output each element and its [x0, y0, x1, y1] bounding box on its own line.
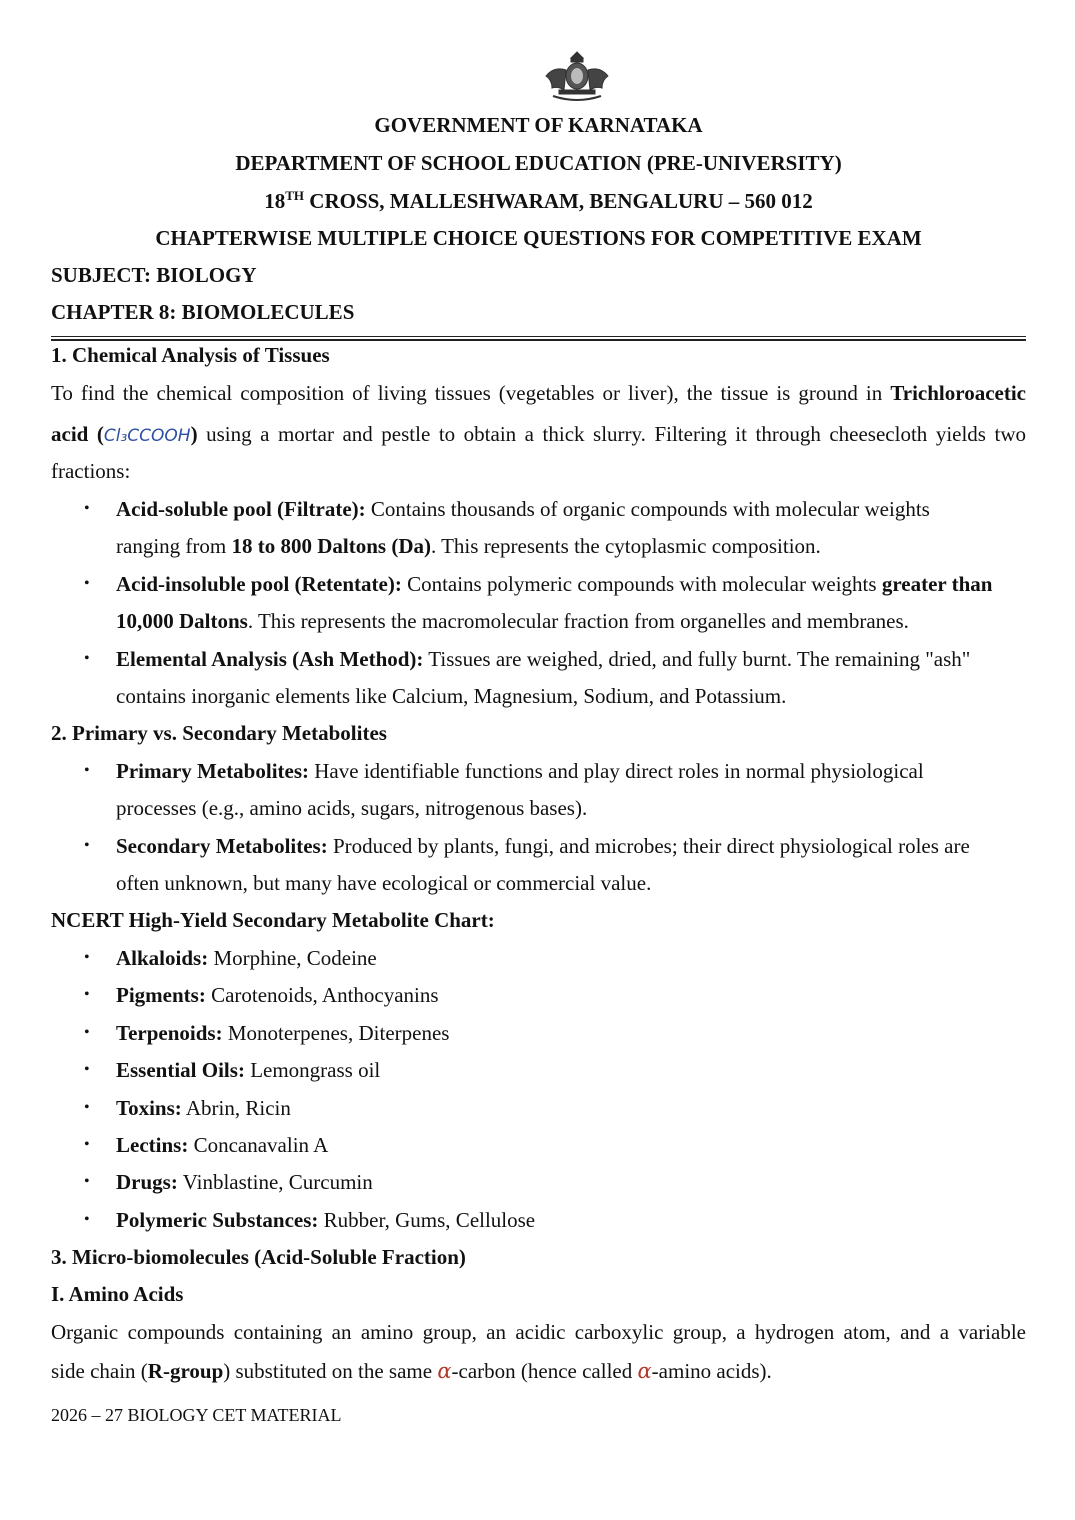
list-item-terpenoids: Terpenoids: Monoterpenes, Diterpenes: [116, 1021, 450, 1045]
bullet-icon: •: [84, 1211, 90, 1228]
list-item-pigments: Pigments: Carotenoids, Anthocyanins: [116, 983, 439, 1007]
bullet-icon: •: [84, 1061, 90, 1078]
section-1-heading: 1. Chemical Analysis of Tissues: [51, 343, 330, 367]
list-item-primary-metabolites: Primary Metabolites: Have identifiable functions and play direct roles in normal physiological: [116, 759, 924, 783]
subject-label: SUBJECT: BIOLOGY: [51, 263, 257, 287]
formula-tca: Cl₃CCOOH: [103, 426, 191, 446]
amino-acids-paragraph-line-2: side chain (R-group) substituted on the same α-carbon (hence called α-amino acids).: [51, 1359, 772, 1383]
alpha-symbol: α: [437, 1359, 452, 1383]
header-government: GOVERNMENT OF KARNATAKA: [374, 113, 703, 137]
list-item-polymeric-substances: Polymeric Substances: Rubber, Gums, Cellulose: [116, 1208, 536, 1232]
bullet-icon: •: [84, 986, 90, 1003]
list-item-secondary-metabolites: Secondary Metabolites: Produced by plants, fungi, and microbes; their direct physiological roles are: [116, 834, 970, 858]
list-item-alkaloids: Alkaloids: Morphine, Codeine: [116, 946, 377, 970]
chapter-label: CHAPTER 8: BIOMOLECULES: [51, 300, 355, 324]
list-item-lectins: Lectins: Concanavalin A: [116, 1133, 329, 1157]
list-item-elemental-analysis-cont: contains inorganic elements like Calcium, Magnesium, Sodium, and Potassium.: [116, 684, 787, 708]
bullet-icon: •: [84, 1099, 90, 1116]
bullet-icon: •: [84, 500, 90, 517]
section-3-heading: 3. Micro-biomolecules (Acid-Soluble Fraction): [51, 1245, 466, 1269]
section-1-paragraph-line-2: acid (Cl₃CCOOH) using a mortar and pestle to obtain a thick slurry. Filtering it through cheesecloth yields two: [51, 422, 1027, 446]
karnataka-emblem-icon: [539, 50, 615, 102]
section-2-heading: 2. Primary vs. Secondary Metabolites: [51, 721, 387, 745]
list-item-acid-soluble-cont: ranging from 18 to 800 Daltons (Da). This represents the cytoplasmic composition.: [116, 534, 821, 558]
subsection-amino-acids-heading: I. Amino Acids: [51, 1282, 184, 1306]
list-item-acid-insoluble-cont: 10,000 Daltons. This represents the macromolecular fraction from organelles and membranes.: [116, 609, 909, 633]
list-item-essential-oils: Essential Oils: Lemongrass oil: [116, 1058, 381, 1082]
alpha-symbol: α: [637, 1359, 652, 1383]
header-title: CHAPTERWISE MULTIPLE CHOICE QUESTIONS FOR COMPETITIVE EXAM: [155, 226, 922, 250]
list-item-secondary-metabolites-cont: often unknown, but many have ecological or commercial value.: [116, 871, 652, 895]
amino-acids-paragraph-line-1: Organic compounds containing an amino group, an acidic carboxylic group, a hydrogen atom, and a variable: [51, 1320, 1026, 1344]
list-item-toxins: Toxins: Abrin, Ricin: [116, 1096, 291, 1120]
bullet-icon: •: [84, 837, 90, 854]
header-department: DEPARTMENT OF SCHOOL EDUCATION (PRE-UNIVERSITY): [235, 151, 842, 175]
list-item-primary-metabolites-cont: processes (e.g., amino acids, sugars, nitrogenous bases).: [116, 796, 588, 820]
list-item-drugs: Drugs: Vinblastine, Curcumin: [116, 1170, 373, 1194]
bullet-icon: •: [84, 949, 90, 966]
double-rule-divider: [51, 336, 1026, 341]
bullet-icon: •: [84, 1173, 90, 1190]
page-footer: 2026 – 27 BIOLOGY CET MATERIAL: [51, 1405, 342, 1425]
section-1-paragraph-line-1: To find the chemical composition of living tissues (vegetables or liver), the tissue is ground in Trichloroacetic: [51, 381, 1026, 405]
bullet-icon: •: [84, 762, 90, 779]
bullet-icon: •: [84, 1136, 90, 1153]
metabolite-chart-heading: NCERT High-Yield Secondary Metabolite Chart:: [51, 908, 495, 932]
list-item-acid-soluble: Acid-soluble pool (Filtrate): Contains thousands of organic compounds with molecular weights: [116, 497, 930, 521]
bullet-icon: •: [84, 575, 90, 592]
list-item-acid-insoluble: Acid-insoluble pool (Retentate): Contains polymeric compounds with molecular weights greater than: [116, 572, 993, 596]
list-item-elemental-analysis: Elemental Analysis (Ash Method): Tissues are weighed, dried, and fully burnt. The remaining "ash": [116, 647, 971, 671]
bullet-icon: •: [84, 1024, 90, 1041]
bullet-icon: •: [84, 650, 90, 667]
header-address: 18TH CROSS, MALLESHWARAM, BENGALURU – 560 012: [264, 188, 813, 213]
section-1-paragraph-line-3: fractions:: [51, 459, 131, 483]
